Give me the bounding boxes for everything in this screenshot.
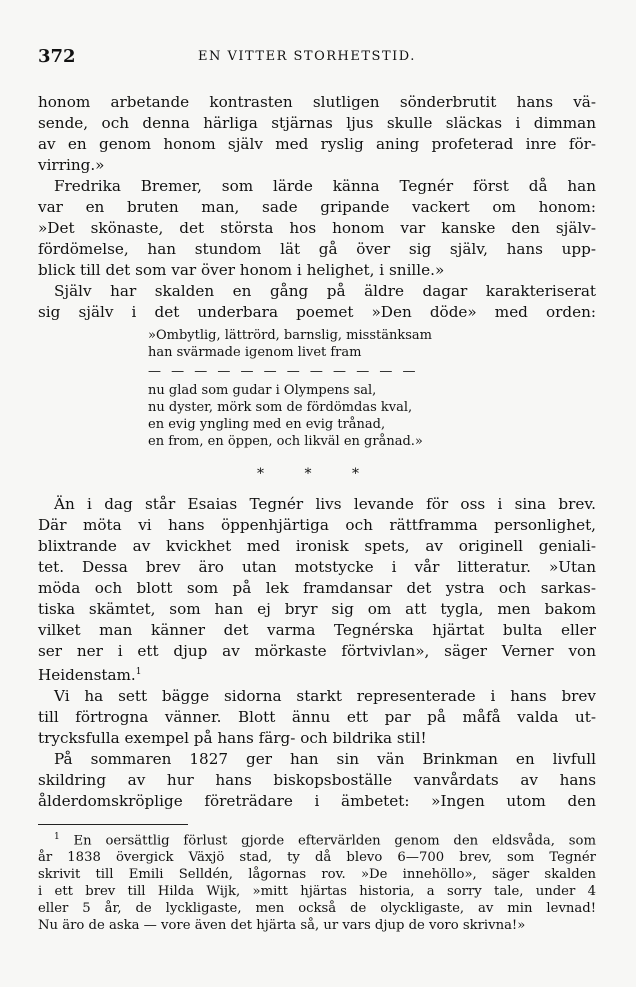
- text-line: Än i dag står Esaias Tegnér livs levande för oss i sina brev.: [54, 495, 596, 513]
- paragraph-6: [38, 749, 596, 812]
- footnote-line: [38, 829, 596, 849]
- footnote-rule: [38, 824, 188, 825]
- text-line: möda och blott som på lek framdansar det ystra och sarkas-: [38, 579, 596, 597]
- text-line: blixtrande av kvickhet med ironisk spets, av originell geniali-: [38, 537, 596, 555]
- text-line: ålderdomskröplige företrädare i ämbetet: »Ingen utom den: [38, 792, 596, 811]
- footnote-line: Nu äro de aska — vore även det hjärta så, ur vars djup de voro skrivna!»: [38, 918, 526, 934]
- footnote-line: år 1838 övergick Växjö stad, ty då blevo 6—700 brev, som Tegnér: [38, 850, 596, 866]
- paragraph-3: [38, 281, 596, 323]
- text-line: av en genom honom själv med ryslig aning profeterad inre för-: [38, 135, 596, 153]
- text-line: sig själv i det underbara poemet »Den döde» med orden:: [38, 303, 596, 321]
- footnote-reference[interactable]: 1: [135, 667, 142, 677]
- poem-line: en evig yngling med en evig trånad,: [148, 417, 386, 432]
- text-line: »Det skönaste, det största hos honom var kanske den själv-: [38, 219, 596, 237]
- footnote-line-text: En oersättlig förlust gjorde eftervärlden genom den eldsvåda, som: [73, 833, 596, 849]
- text-line: till förtrogna vänner. Blott ännu ett par på måfå valda ut-: [38, 708, 596, 727]
- text-line: På sommaren 1827 ger han sin vän Brinkman en livfull: [54, 750, 596, 769]
- text-line: Fredrika Bremer, som lärde känna Tegnér först då han: [54, 177, 596, 195]
- text-line: trycksfulla exempel på hans färg- och bildrika stil!: [38, 729, 427, 748]
- page-number: 372: [38, 46, 76, 67]
- poem-line: han svärmade igenom livet fram: [148, 345, 362, 360]
- text-line: blick till det som var över honom i helighet, i snille.»: [38, 261, 445, 279]
- footnote-line: i ett brev till Hilda Wijk, »mitt hjärtas historia, a sorry tale, under 4: [38, 884, 596, 900]
- poem-quote: [148, 327, 596, 450]
- text-line: tet. Dessa brev äro utan motstycke i vår litteratur. »Utan: [38, 558, 596, 576]
- text-line: [38, 662, 596, 686]
- text-line: honom arbetande kontrasten slutligen sönderbrutit hans vä-: [38, 93, 596, 111]
- body-text: [38, 92, 596, 934]
- paragraph-4: [38, 494, 596, 686]
- text-line: Där möta vi hans öppenhjärtiga och rättframma personlighet,: [38, 516, 596, 534]
- poem-omission-divider: — — — — — — — — — — — —: [148, 364, 419, 379]
- text-line: var en bruten man, sade gripande vackert om honom:: [38, 198, 596, 216]
- text-line: Själv har skalden en gång på äldre dagar karakteriserat: [54, 282, 596, 300]
- text-line: sende, och denna härliga stjärnas ljus skulle släckas i dimman: [38, 114, 596, 132]
- poem-line: en from, en öppen, och likväl en grånad.»: [148, 434, 423, 449]
- poem-line: nu dyster, mörk som de fördömdas kval,: [148, 400, 413, 415]
- text-line: vilket man känner det varma Tegnérska hjärtat bulta eller: [38, 621, 596, 639]
- text-line: fördömelse, han stundom lät gå över sig själv, hans upp-: [38, 240, 596, 258]
- poem-line: »Ombytlig, lättrörd, barnslig, misstänksam: [148, 328, 432, 343]
- footnote-line: eller 5 år, de lyckligaste, men också de olyckligaste, av min levnad!: [38, 901, 596, 917]
- paragraph-1: [38, 92, 596, 176]
- paragraph-5: [38, 686, 596, 749]
- running-head: EN VITTER STORHETSTID.: [198, 49, 416, 64]
- text-line: Vi ha sett bägge sidorna starkt representerade i hans brev: [54, 687, 596, 706]
- text-line: tiska skämtet, som han ej bryr sig om att tygla, men bakom: [38, 600, 596, 618]
- footnote-line: skrivit till Emili Selldén, lågornas rov. »De innehöllo», säger skalden: [38, 867, 596, 883]
- paragraph-2: [38, 176, 596, 281]
- text-line: ser ner i ett djup av mörkaste förtvivlan», säger Verner von: [38, 642, 596, 660]
- poem-line: nu glad som gudar i Olympens sal,: [148, 383, 377, 398]
- text-line-content: Heidenstam.: [38, 666, 136, 685]
- page-header: [38, 46, 598, 70]
- section-asterism: * * *: [257, 466, 377, 482]
- footnote-marker: 1: [54, 832, 60, 843]
- text-line: skildring av hur hans biskopsboställe vanvårdats av hans: [38, 771, 596, 790]
- text-line: virring.»: [38, 156, 105, 174]
- footnote: [38, 829, 596, 934]
